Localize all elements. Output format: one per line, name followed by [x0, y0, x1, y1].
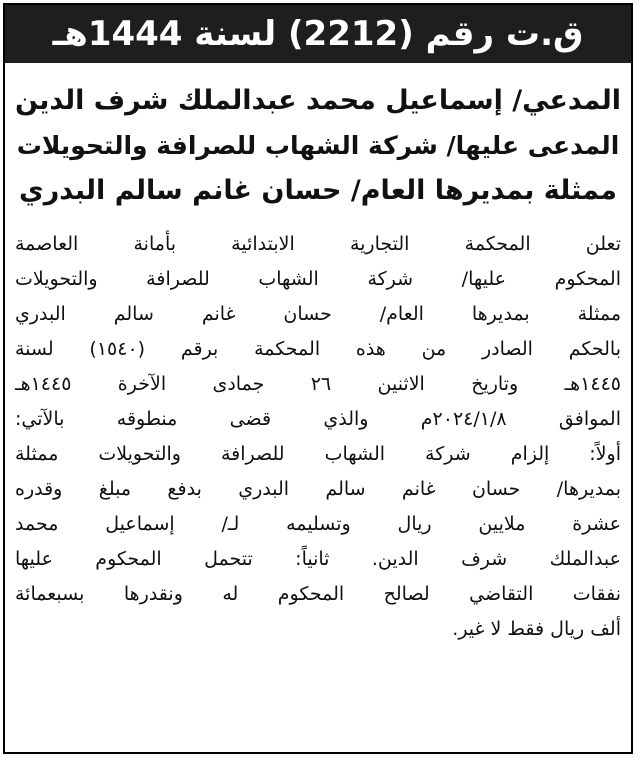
court-notice: [3, 3, 633, 754]
body-line: الموافق ٢٠٢٤/١/٨م والذي قضى منطوقه بالآتي:: [15, 408, 621, 430]
body-line: المحكوم عليها/ شركة الشهاب للصرافة والتحويلات: [15, 268, 621, 290]
body-line: تعلن المحكمة التجارية الابتدائية بأمانة العاصمة: [15, 233, 621, 255]
body-line: عشرة ملايين ريال وتسليمه لـ/ إسماعيل محمد: [15, 513, 621, 535]
body-line: عبدالملك شرف الدين. ثانياً: تتحمل المحكوم عليها: [15, 548, 621, 570]
body-line: بالحكم الصادر من هذه المحكمة برقم (١٥٤٠) لسنة: [15, 338, 621, 360]
body-line: نفقات التقاضي لصالح المحكوم له ونقدرها بسبعمائة: [15, 583, 621, 605]
body-line: ١٤٤٥هـ وتاريخ الاثنين ٢٦ جمادى الآخرة ١٤٤٥هـ: [15, 373, 621, 395]
body-line: أولاً: إلزام شركة الشهاب للصرافة والتحويلات ممثلة: [15, 443, 621, 465]
representative-heading: ممثلة بمديرها العام/ حسان غانم سالم البدري: [19, 175, 617, 206]
defendant-heading: المدعى عليها/ شركة الشهاب للصرافة والتحويلات: [16, 131, 620, 160]
plaintiff-heading: المدعي/ إسماعيل محمد عبدالملك شرف الدين: [14, 85, 621, 116]
notice-body: [15, 227, 621, 647]
body-line: ألف ريال فقط لا غير.: [452, 618, 621, 640]
case-number-header: ق.ت رقم (2212) لسنة 1444هـ: [5, 5, 631, 63]
body-line: بمديرها/ حسان غانم سالم البدري بدفع مبلغ وقدره: [15, 478, 621, 500]
body-line: ممثلة بمديرها العام/ حسان غانم سالم البدري: [15, 303, 621, 325]
